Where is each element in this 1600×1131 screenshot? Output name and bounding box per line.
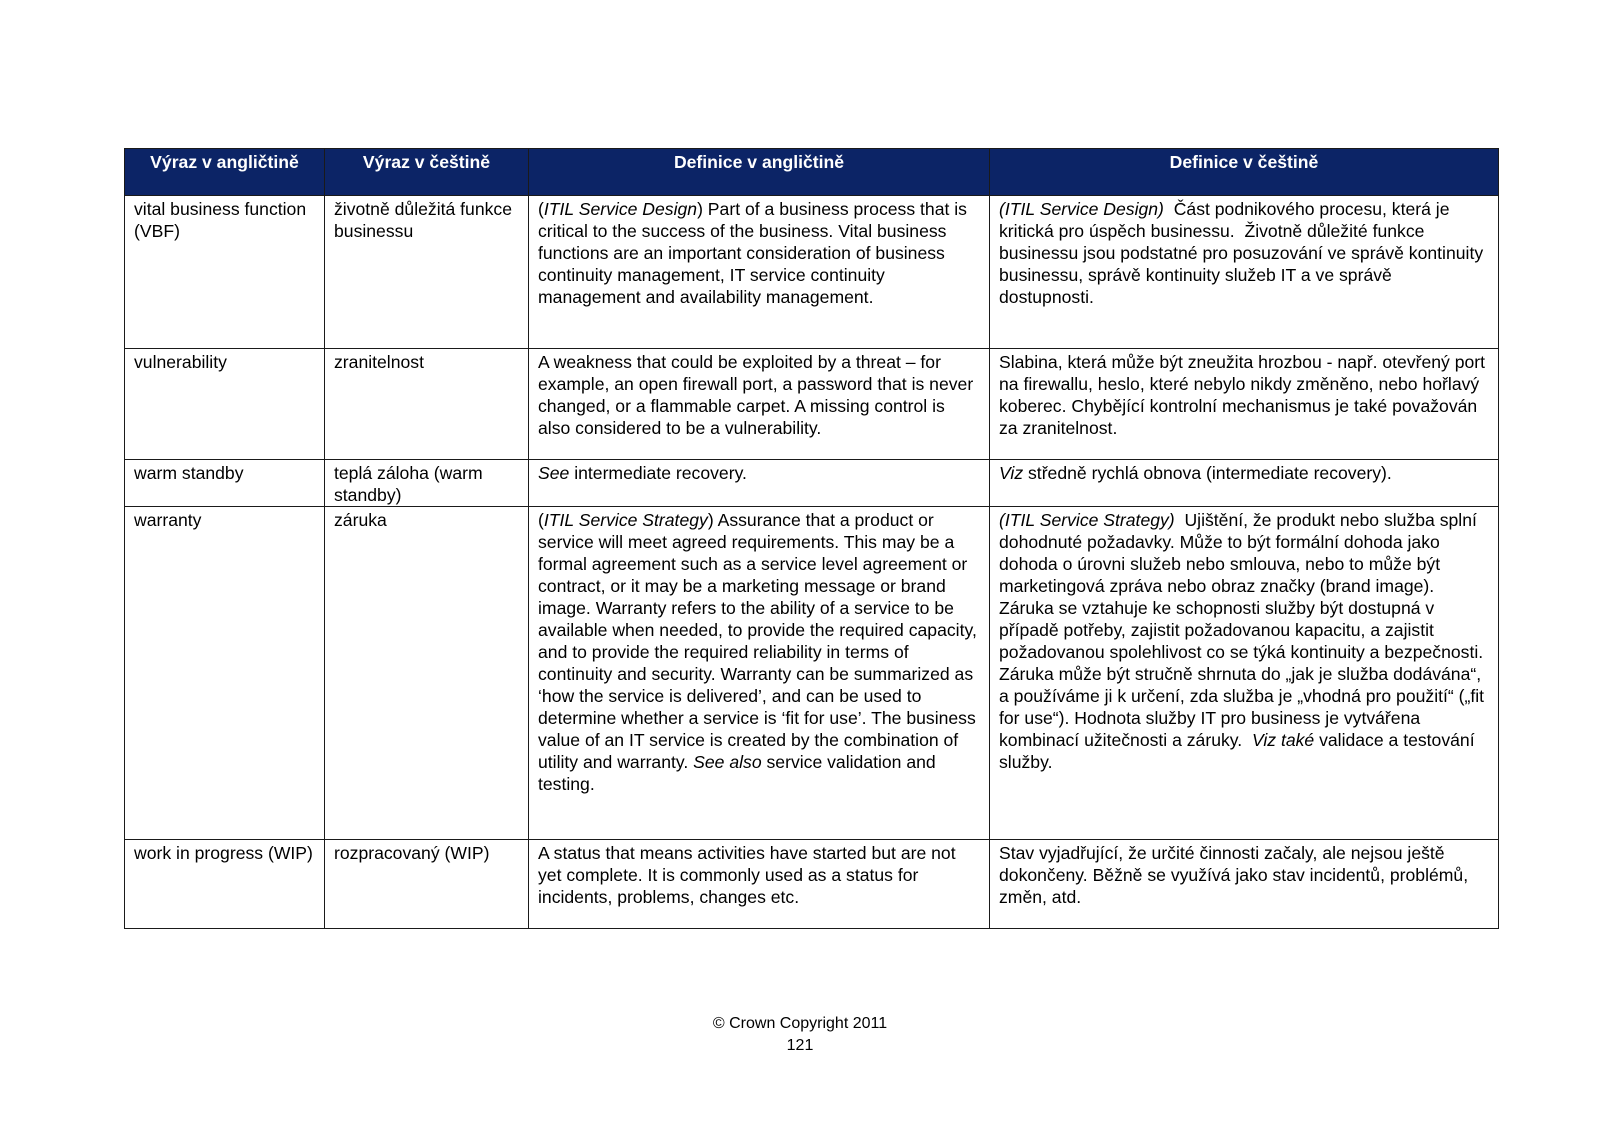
- definition-cs-cell: [990, 196, 1499, 349]
- page-number: 121: [786, 1037, 814, 1054]
- term-cs-cell: životně důležitá funkce businessu: [325, 196, 529, 349]
- glossary-table: [124, 148, 1499, 929]
- header-term-cs: Výraz v češtině: [325, 149, 529, 196]
- term-en-cell: warm standby: [125, 460, 325, 507]
- header-definition-cs: Definice v češtině: [990, 149, 1499, 196]
- text-segment: Část podnikového procesu, která je kritická pro úspěch businessu. Životně důležité funkce businessu jsou podstatné pro posuzování ve správě kontinuity businessu, správě kontinuity služeb IT a ve správě dostupnosti.: [999, 199, 1489, 307]
- term-cs-cell: teplá záloha (warm standby): [325, 460, 529, 507]
- definition-en-cell: [529, 460, 990, 507]
- definition-cs-cell: [990, 349, 1499, 460]
- table-header-row: [125, 149, 1499, 196]
- text-segment: A status that means activities have started but are not yet complete. It is commonly used as a status for incidents, problems, changes etc.: [538, 843, 961, 907]
- header-term-en: Výraz v angličtině: [125, 149, 325, 196]
- italic-text-segment: ITIL Service Strategy: [543, 510, 708, 530]
- text-segment: ) Assurance that a product or service will meet agreed requirements. This may be a formal agreement such as a service level agreement or contract, or it may be a marketing message or brand image. Warranty refers to the ability of a service to be available when needed, to provide the required capacity, and to provide the required reliability in terms of continuity and security. Warranty can be summarized as ‘how the service is delivered’, and can be used to determine whether a service is ‘fit for use’. The business value of an IT service is created by the combination of utility and warranty.: [538, 510, 982, 772]
- italic-text-segment: ITIL Service Design: [543, 199, 698, 219]
- term-en-cell: vital business function (VBF): [125, 196, 325, 349]
- text-segment: service validation and testing.: [538, 752, 941, 794]
- definition-en-cell: [529, 840, 990, 929]
- table-row: [125, 840, 1499, 929]
- definition-en-cell: [529, 196, 990, 349]
- text-segment: Slabina, která může být zneužita hrozbou - např. otevřený port na firewallu, heslo, které nebylo nikdy změněno, nebo hořlavý koberec. Chybějící kontrolní mechanismus je také považován za zranitelnost.: [999, 352, 1490, 438]
- term-cs-cell: rozpracovaný (WIP): [325, 840, 529, 929]
- text-segment: validace a testování služby.: [999, 730, 1480, 772]
- text-segment: (: [538, 510, 544, 530]
- italic-text-segment: See: [538, 463, 570, 483]
- text-segment: A weakness that could be exploited by a threat – for example, an open firewall port, a password that is never changed, or a flammable carpet. A missing control is also considered to be a vulnerability.: [538, 352, 979, 438]
- text-segment: středně rychlá obnova (intermediate recovery).: [1023, 463, 1392, 483]
- table-row: [125, 460, 1499, 507]
- term-cs-cell: zranitelnost: [325, 349, 529, 460]
- text-segment: Ujištění, že produkt nebo služba splní dohodnuté požadavky. Může to být formální dohoda jako dohoda o úrovni služeb nebo smlouva, nebo to může být marketingová zpráva nebo obraz značky (brand image). Záruka se vztahuje ke schopnosti služby být dostupná v případě potřeby, zajistit požadovanou kapacitu, a zajistit požadovanou spolehlivost co se týká kontinuity a bezpečnosti. Záruka může být stručně shrnuta do „jak je služba dodávána“, a používáme ji k určení, zda služba je „vhodná pro použití“ („fit for use“). Hodnota služby IT pro business je vytvářena kombinací užitečnosti a záruky.: [999, 510, 1489, 750]
- table-row: [125, 507, 1499, 840]
- italic-text-segment: (ITIL Service Design): [999, 199, 1164, 219]
- definition-en-cell: [529, 349, 990, 460]
- text-segment: ) Part of a business process that is critical to the success of the business. Vital business functions are an important consideration of business continuity management, IT service continuity management and availability management.: [538, 199, 972, 307]
- definition-cs-cell: [990, 507, 1499, 840]
- table-row: [125, 196, 1499, 349]
- table-row: [125, 349, 1499, 460]
- definition-cs-cell: [990, 460, 1499, 507]
- term-en-cell: work in progress (WIP): [125, 840, 325, 929]
- copyright-notice: © Crown Copyright 2011: [712, 1015, 888, 1032]
- header-definition-en: Definice v angličtině: [529, 149, 990, 196]
- text-segment: Stav vyjadřující, že určité činnosti začaly, ale nejsou ještě dokončeny. Běžně se využívá jako stav incidentů, problémů, změn, atd.: [999, 843, 1473, 907]
- page-footer: [0, 1013, 1600, 1057]
- italic-text-segment: Viz také: [1251, 730, 1315, 750]
- term-cs-cell: záruka: [325, 507, 529, 840]
- term-en-cell: vulnerability: [125, 349, 325, 460]
- term-en-cell: warranty: [125, 507, 325, 840]
- text-segment: (: [538, 199, 544, 219]
- definition-cs-cell: [990, 840, 1499, 929]
- text-segment: intermediate recovery.: [569, 463, 747, 483]
- definition-en-cell: [529, 507, 990, 840]
- italic-text-segment: (ITIL Service Strategy): [999, 510, 1175, 530]
- italic-text-segment: Viz: [999, 463, 1024, 483]
- italic-text-segment: See also: [693, 752, 762, 772]
